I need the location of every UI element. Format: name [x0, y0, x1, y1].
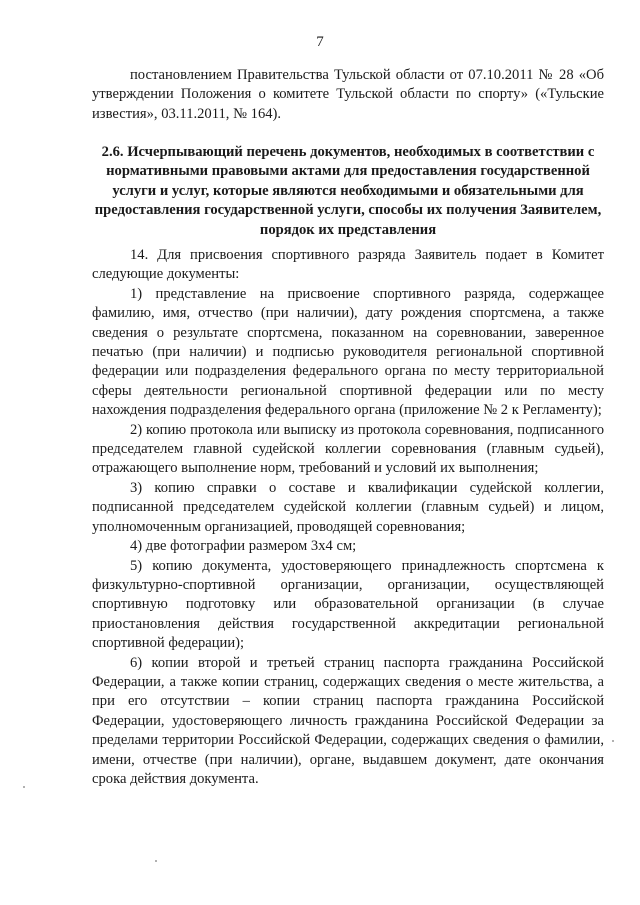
list-item-3: 3) копию справки о составе и квалификации судейской коллегии, подписанной председателем судейской коллегии (главным судьей) и лицом, уполномоченным организацией, проводящей соревнования;: [92, 479, 604, 535]
intro-paragraph: постановлением Правительства Тульской области от 07.10.2011 № 28 «Об утверждении Положения о комитете Тульской области по спорту» («Тульские известия», 03.11.2011, № 164).: [92, 67, 604, 122]
body-text-block: [92, 246, 604, 789]
list-item-5: 5) копию документа, удостоверяющего принадлежность спортсмена к физкультурно-спортивной организации, организации, осуществляющей спортивную подготовку или образовательной организации (в случае приостановления действия государственной аккредитации региональной спортивной федерации);: [92, 557, 604, 652]
list-item-4: 4) две фотографии размером 3х4 см;: [130, 538, 357, 555]
list-item-6: 6) копии второй и третьей страниц паспорта гражданина Российской Федерации, а также копии страниц, содержащих сведения о месте жительства, а при его отсутствии – копии страниц паспорта гражданина Российской Федерации, удостоверяющего личность гражданина Российской Федерации за пределами территории Российской Федерации, содержащих сведения о фамилии, имени, отчестве (при наличии), органе, выдавшем документ, дате окончания срока действия документа.: [92, 654, 604, 787]
intro-text-block: [92, 66, 604, 124]
scan-artifact: [23, 786, 25, 788]
page-number: 7: [316, 34, 324, 50]
list-item-1: 1) представление на присвоение спортивного разряда, содержащее фамилию, имя, отчество (при наличии), дату рождения спортсмена, а также сведения о результате спортсмена, показанном на соревновании, заверенное печатью (при наличии) и подписью руководителя региональной спортивной федерации или подразделения федерального органа по месту территориальной сферы деятельности региональной спортивной федерации или по месту нахождения подразделения федерального органа (приложение № 2 к Регламенту);: [92, 285, 604, 419]
paragraph-14-intro: 14. Для присвоения спортивного разряда Заявитель подает в Комитет следующие документы:: [92, 247, 604, 283]
scan-artifact: [155, 860, 157, 862]
section-heading: 2.6. Исчерпывающий перечень документов, необходимых в соответствии с нормативными правовыми актами для предоставления государственной услуги и услуг, которые являются необходимыми и обязательными для предоставления государственной услуги, способы их получения Заявителем, порядок их представления: [94, 144, 602, 238]
list-item-2: 2) копию протокола или выписку из протокола соревнования, подписанного председателем главной судейской коллегии соревнования (главным судьей), отражающего выполнение норм, требований и условий их выполнения;: [92, 421, 604, 477]
scan-artifact: [612, 740, 614, 742]
